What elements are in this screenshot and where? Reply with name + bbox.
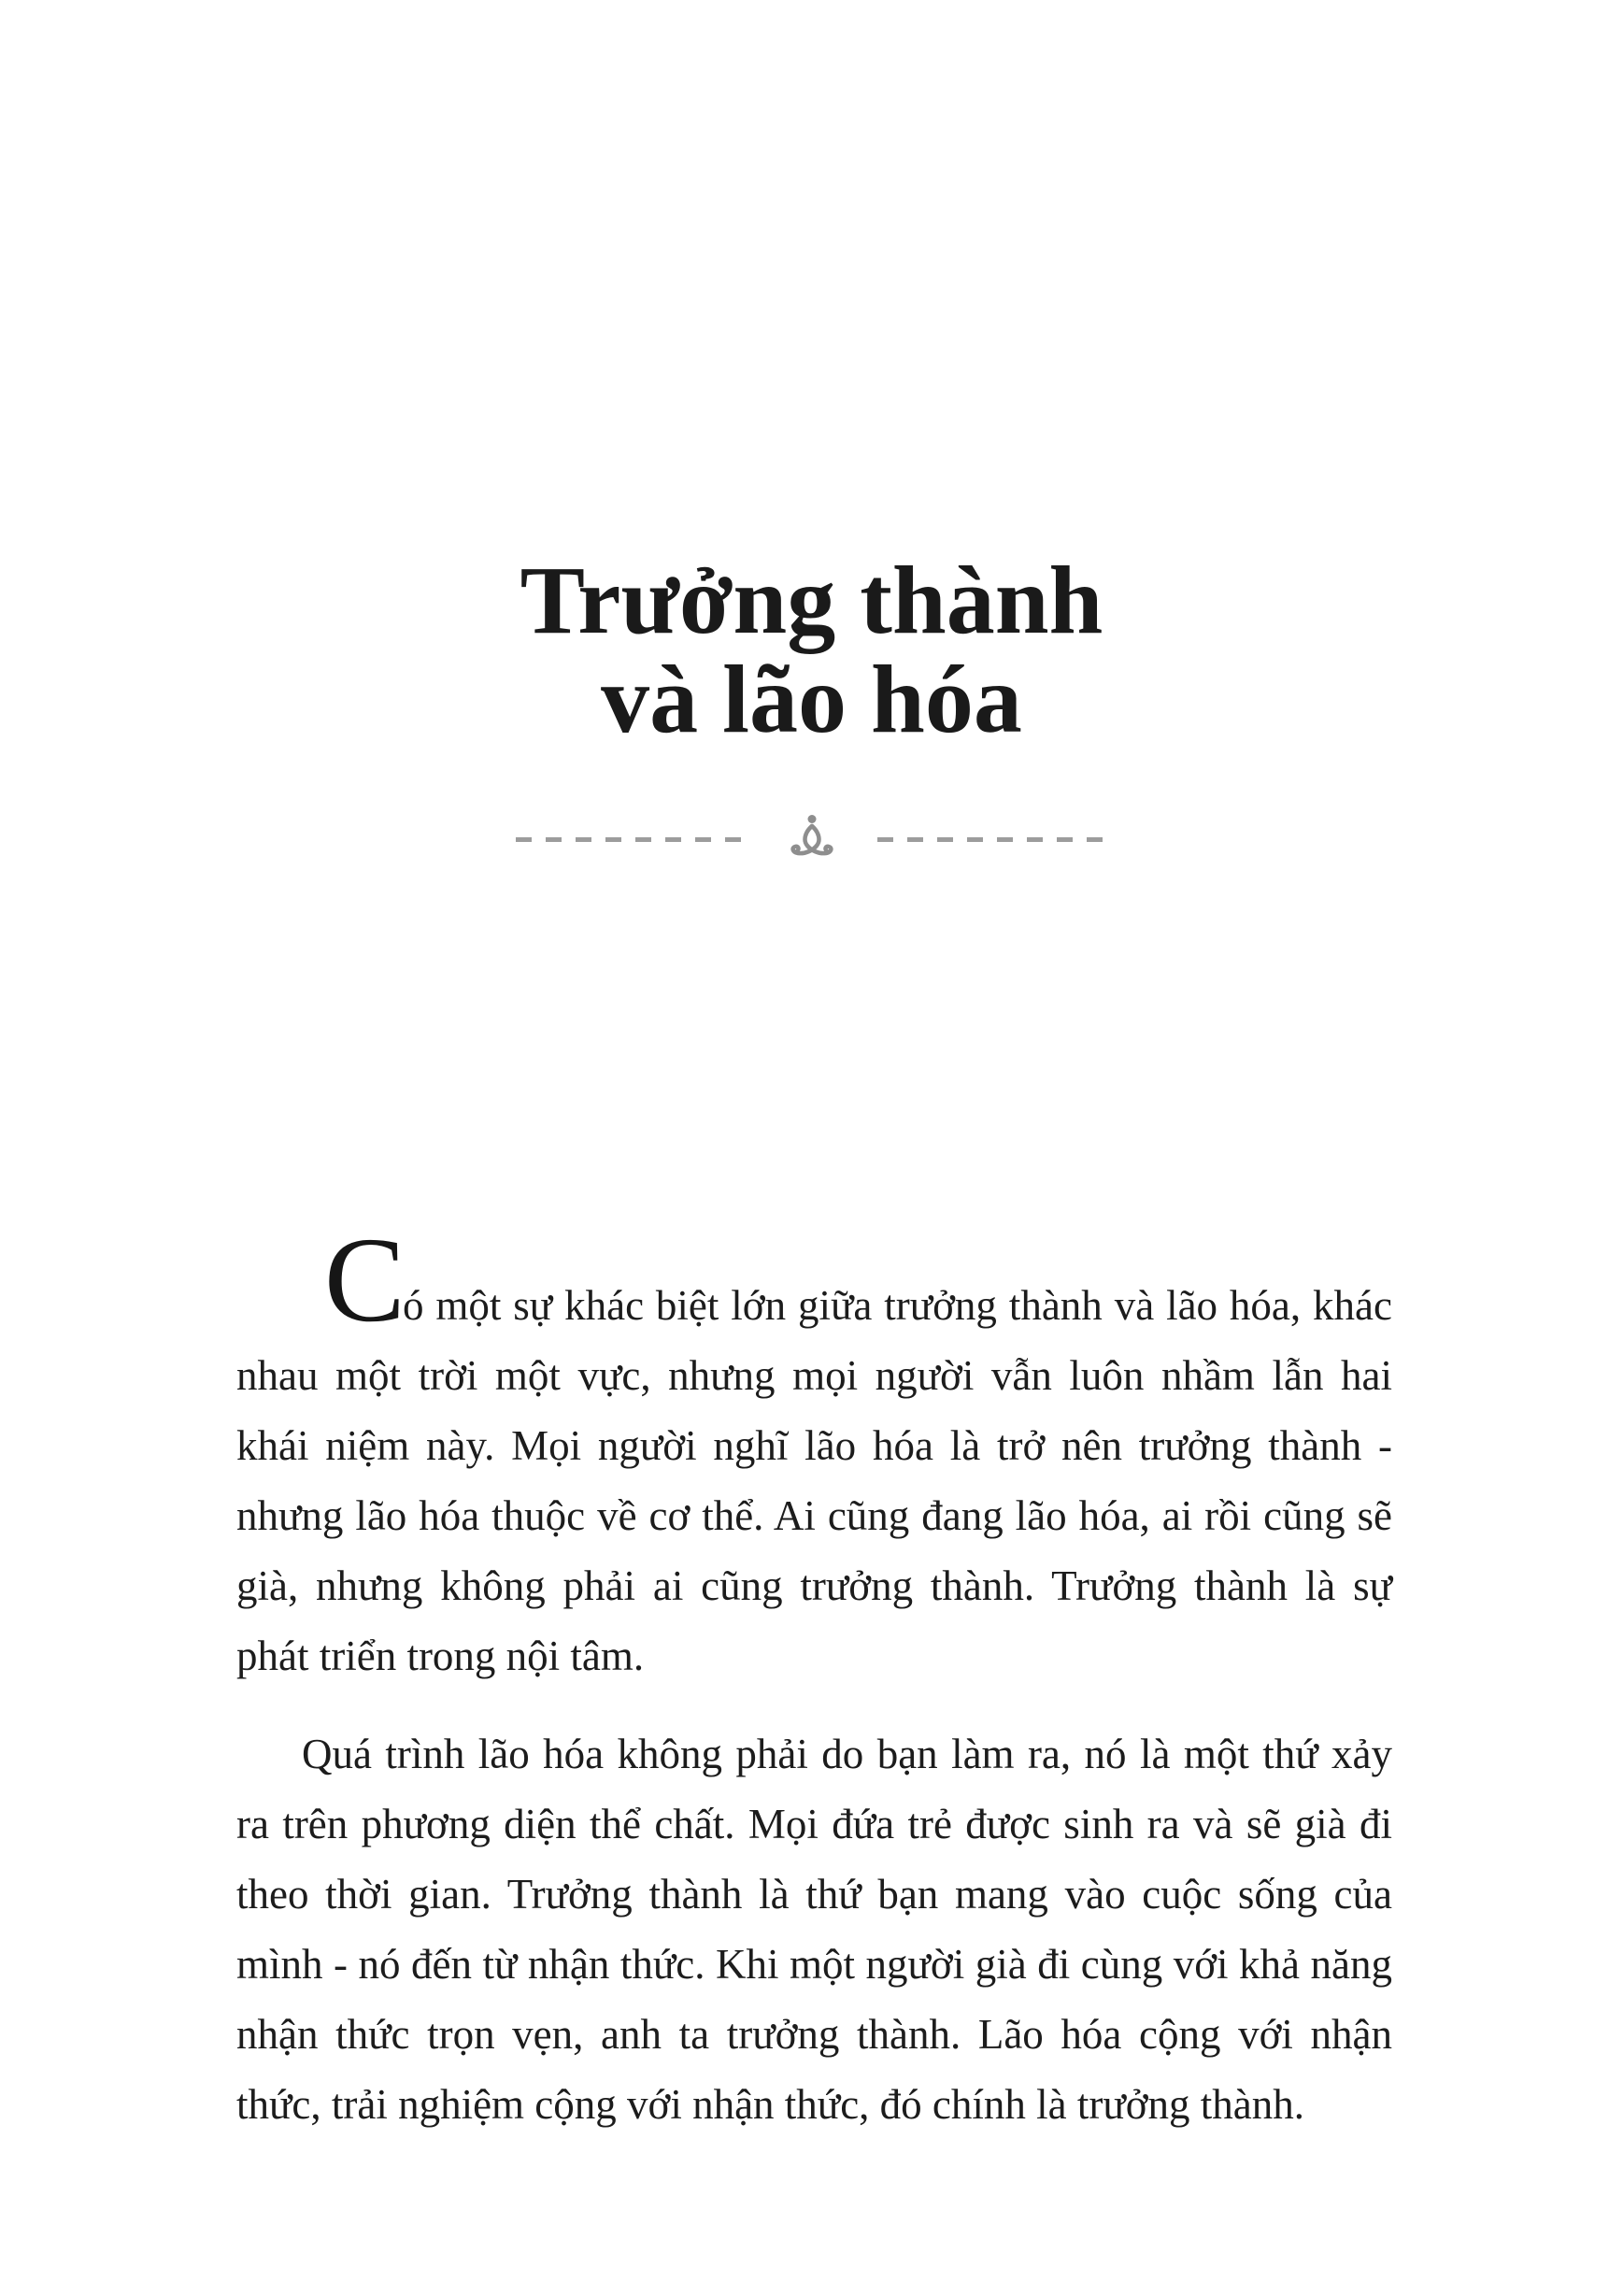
paragraph-2: Quá trình lão hóa không phải do bạn làm ra, nó là một thứ xảy ra trên phương diện thể chất. Mọi đứa trẻ được sinh ra và sẽ già đi theo thời gian. Trưởng thành là thứ bạn mang vào cuộc sống của mình - nó đến từ nhận thức. Khi một người già đi cùng với khả năng nhận thức trọn vẹn, anh ta trưởng thành. Lão hóa cộng với nhận thức, trải nghiệm cộng với nhận thức, đó chính là trưởng thành. [236,1731,1392,2129]
chapter-title-line-2: và lão hóa [601,645,1022,753]
divider-dash-right [877,837,1108,842]
chapter-title [0,546,1623,753]
fleuron-ornament-icon [776,814,847,864]
chapter-title-line-1: Trưởng thành [520,546,1103,654]
raised-cap-letter: C [324,1213,406,1348]
paragraph-1-text: ó một sự khác biệt lớn giữa trưởng thành và lão hóa, khác nhau một trời một vực, nhưng mọi người vẫn luôn nhầm lẫn hai khái niệm này. Mọi người nghĩ lão hóa là trở nên trưởng thành - nhưng lão hóa thuộc về cơ thể. Ai cũng đang lão hóa, ai rồi cũng sẽ già, nhưng không phải ai cũng trưởng thành. Trưởng thành là sự phát triển trong nội tâm. [236,1282,1392,1680]
divider-dash-left [516,837,747,842]
body-text [236,1213,1392,2140]
paragraph-1 [236,1213,1392,1691]
title-divider [0,814,1623,864]
